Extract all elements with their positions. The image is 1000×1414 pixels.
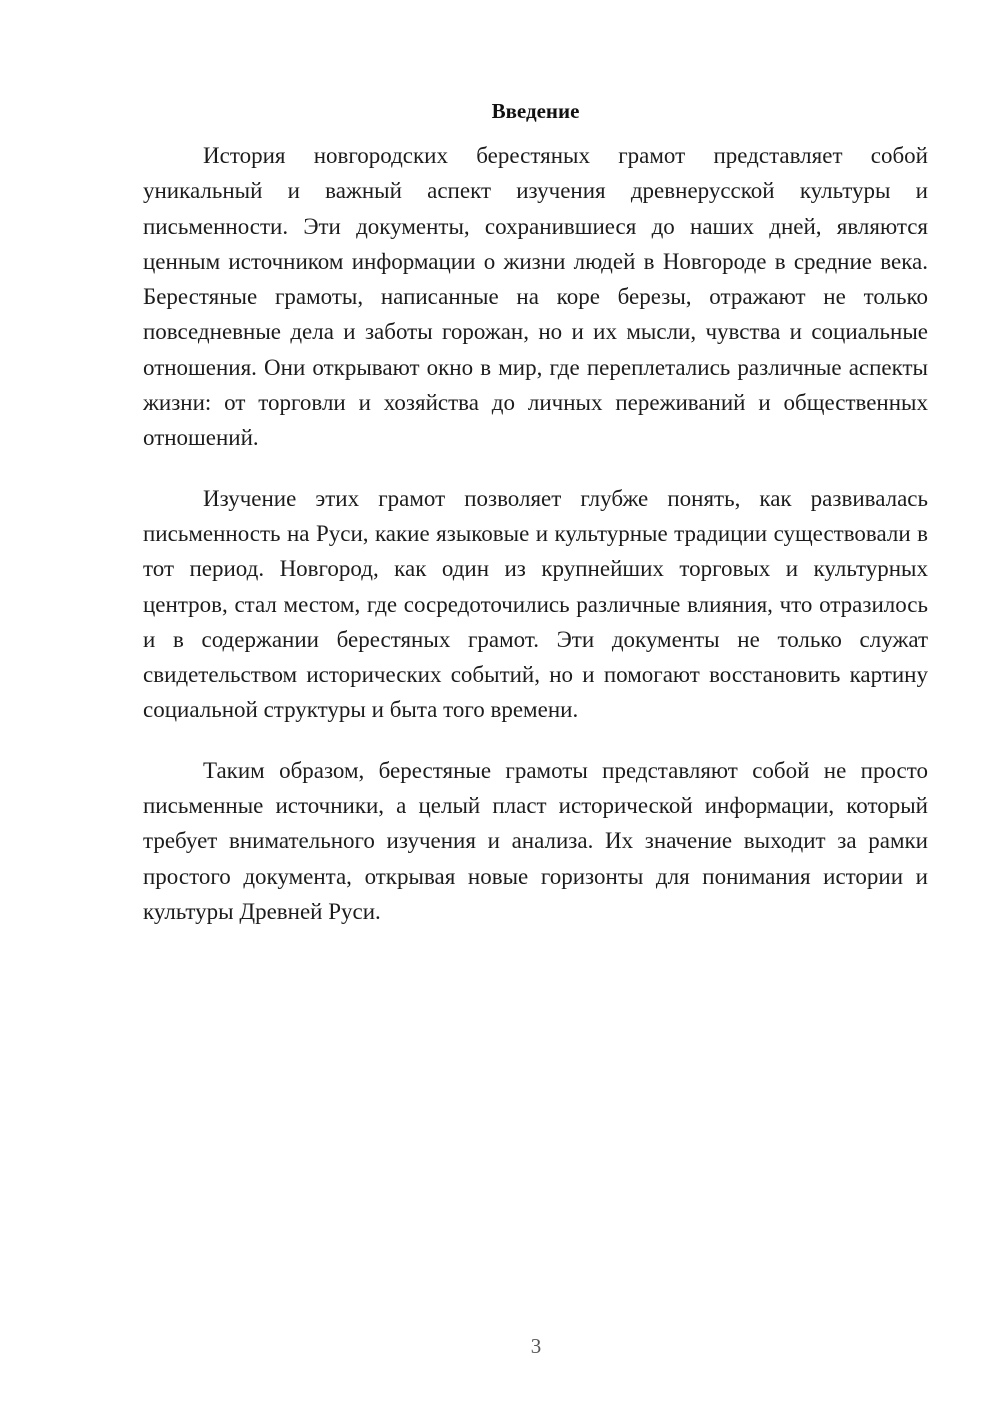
paragraph-1: История новгородских берестяных грамот представляет собой уникальный и важный аспект изучения древнерусской культуры и письменности. Эти документы, сохранившиеся до наших дней, являются ценным источником информации о жизни людей в Новгороде в средние века. Берестяные грамоты, написанные на коре березы, отражают не только повседневные дела и заботы горожан, но и их мысли, чувства и социальные отношения. Они открывают окно в мир, где переплетались различные аспекты жизни: от торговли и хозяйства до личных переживаний и общественных отношений.: [143, 143, 928, 451]
section-title: Введение: [491, 99, 580, 123]
page-content: [143, 96, 928, 954]
paragraph-3: Таким образом, берестяные грамоты представляют собой не просто письменные источники, а целый пласт исторической информации, который требует внимательного изучения и анализа. Их значение выходит за рамки простого документа, открывая новые горизонты для понимания истории и культуры Древней Руси.: [143, 757, 928, 924]
page-number: 3: [530, 1334, 542, 1358]
paragraph-2: Изучение этих грамот позволяет глубже понять, как развивалась письменность на Руси, какие языковые и культурные традиции существовали в тот период. Новгород, как один из крупнейших торговых и культурных центров, стал местом, где сосредоточились различные влияния, что отразилось и в содержании берестяных грамот. Эти документы не только служат свидетельством исторических событий, но и помогают восстановить картину социальной структуры и быта того времени.: [143, 485, 928, 723]
